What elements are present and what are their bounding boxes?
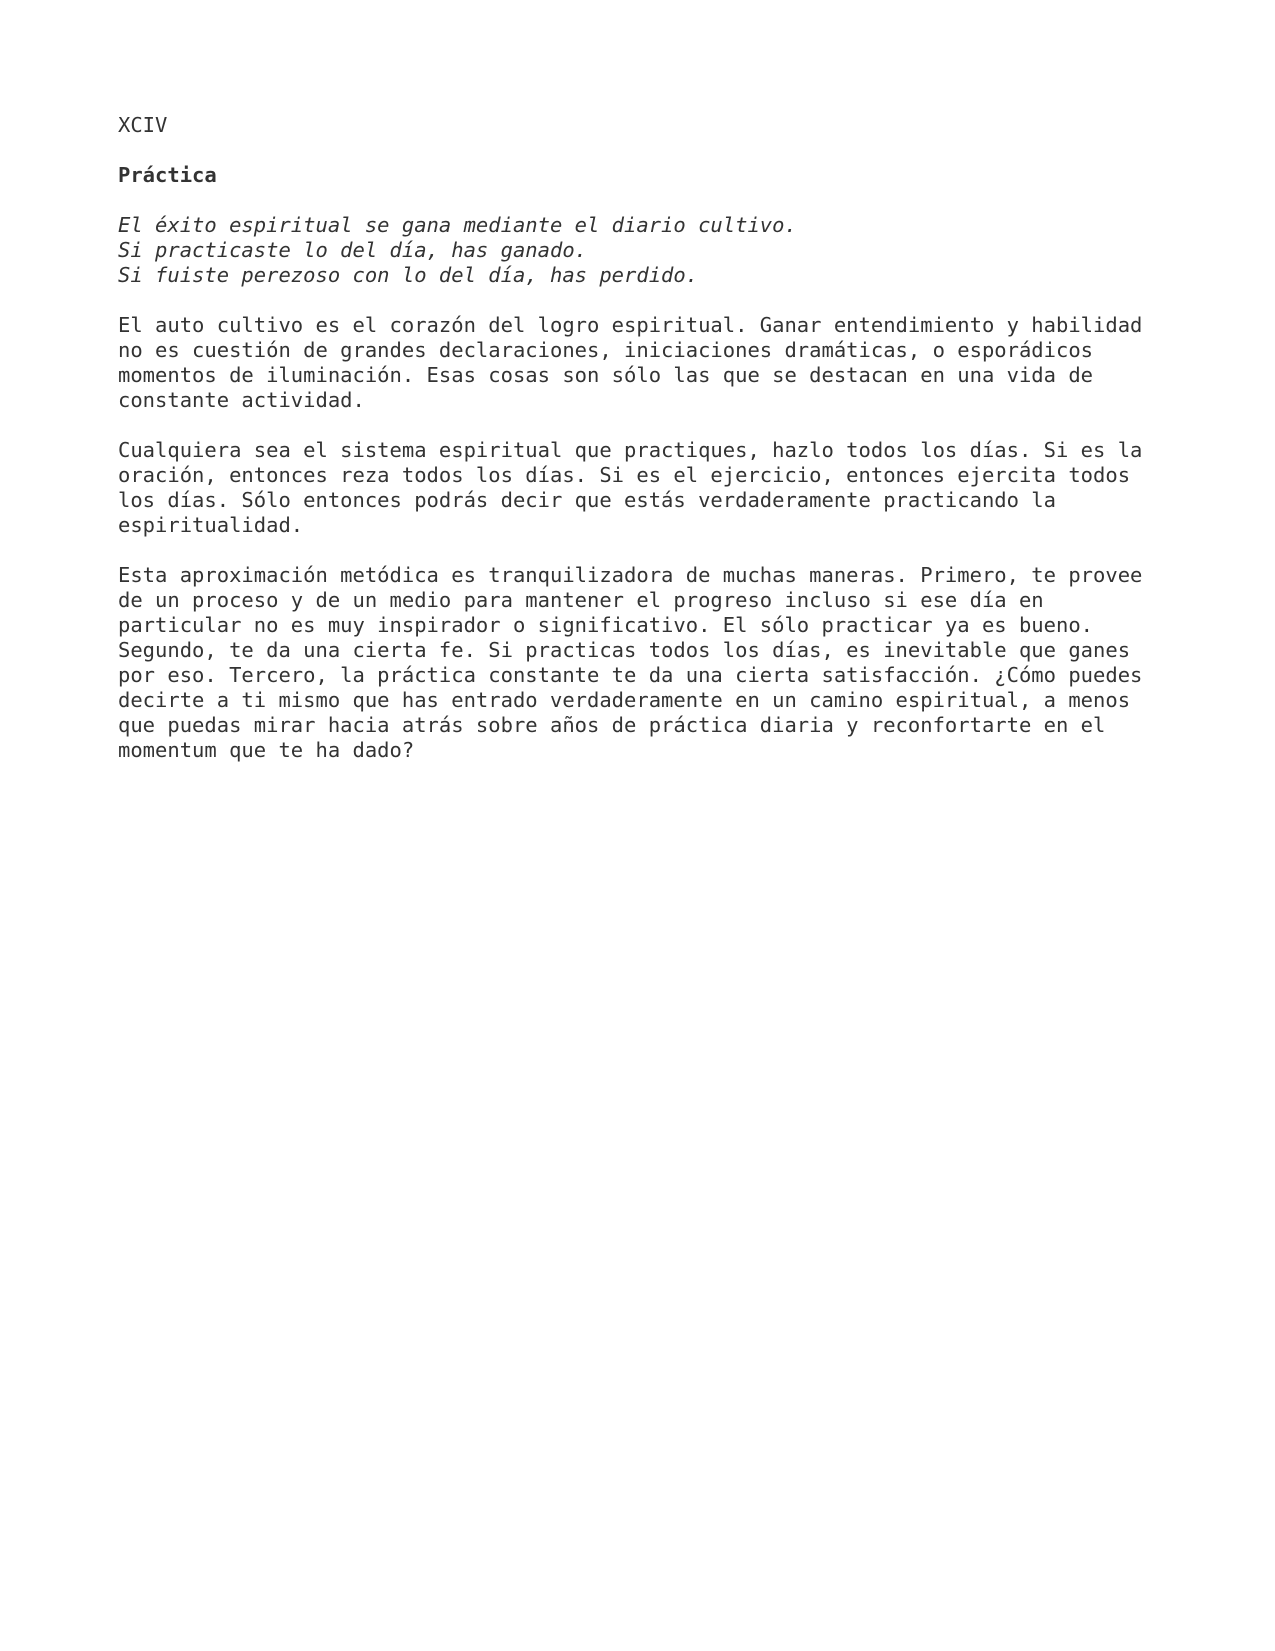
document-page [118, 113, 1178, 788]
body-paragraph: El auto cultivo es el corazón del logro espiritual. Ganar entendimiento y habilidad no es cuestión de grandes declaraciones, iniciaciones dramáticas, o esporádicos momentos de iluminación. Esas cosas son sólo las que se destacan en una vida de constante actividad. [118, 313, 1143, 412]
chapter-title: Práctica [118, 163, 217, 187]
epigraph [118, 213, 1178, 288]
epigraph-line: El éxito espiritual se gana mediante el diario cultivo. [118, 213, 797, 237]
epigraph-line: Si fuiste perezoso con lo del día, has perdido. [118, 263, 699, 287]
chapter-number: XCIV [118, 113, 168, 137]
body-paragraph: Esta aproximación metódica es tranquilizadora de muchas maneras. Primero, te provee de un proceso y de un medio para mantener el progreso incluso si ese día en particular no es muy inspirador o significativo. El sólo practicar ya es bueno. Segundo, te da una cierta fe. Si practicas todos los días, es inevitable que ganes por eso. Tercero, la práctica constante te da una cierta satisfacción. ¿Cómo puedes decirte a ti mismo que has entrado verdaderamente en un camino espiritual, a menos que puedas mirar hacia atrás sobre años de práctica diaria y reconfortarte en el momentum que te ha dado? [118, 563, 1143, 762]
epigraph-line: Si practicaste lo del día, has ganado. [118, 238, 587, 262]
body-paragraph: Cualquiera sea el sistema espiritual que practiques, hazlo todos los días. Si es la oración, entonces reza todos los días. Si es el ejercicio, entonces ejercita todos los días. Sólo entonces podrás decir que estás verdaderamente practicando la espiritualidad. [118, 438, 1143, 537]
